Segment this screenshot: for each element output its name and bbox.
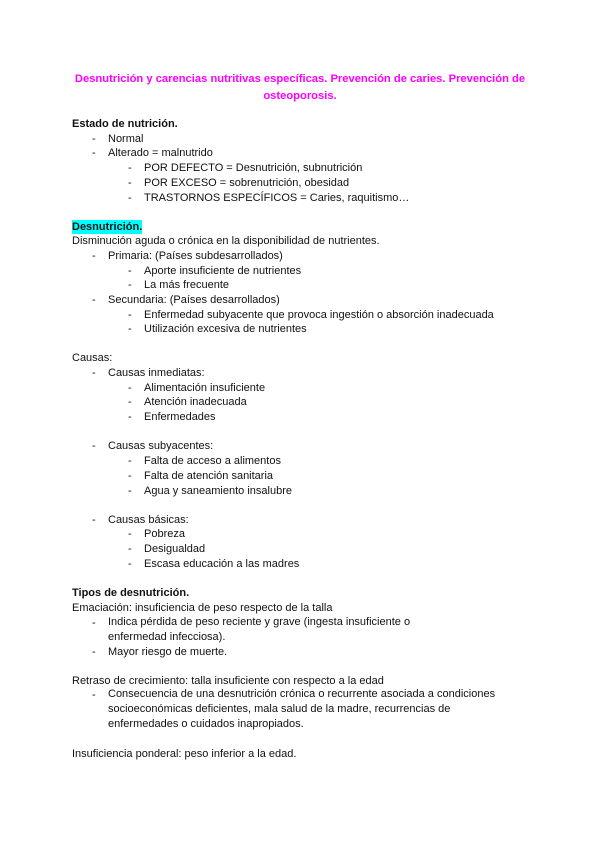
sub-list-item: Agua y saneamiento insalubre — [144, 485, 292, 497]
retraso-text: Retraso de crecimiento: talla insuficiente con respecto a la edad — [72, 675, 384, 687]
sub-list-item: La más frecuente — [144, 279, 229, 291]
bullet-dash: - — [92, 514, 96, 526]
sub-list-item: POR EXCESO = sobrenutrición, obesidad — [144, 177, 350, 189]
sub-list-item: Desigualdad — [144, 543, 206, 555]
bullet-dash: - — [92, 689, 96, 701]
sub-list-item: Alimentación insuficiente — [144, 382, 266, 394]
list-item: Primaria: (Países subdesarrollados) — [108, 250, 283, 262]
bullet-dash: - — [128, 411, 132, 423]
sub-list-item: Escasa educación a las madres — [144, 558, 300, 570]
bullet-dash: - — [128, 558, 132, 570]
list-item: Mayor riesgo de muerte. — [108, 646, 228, 658]
bullet-dash: - — [128, 323, 132, 335]
bullet-dash: - — [92, 250, 96, 262]
bullet-dash: - — [128, 485, 132, 497]
sub-list-item: POR DEFECTO = Desnutrición, subnutrición — [144, 162, 363, 174]
list-item: Alterado = malnutrido — [108, 147, 213, 159]
list-item: Consecuencia de una desnutrición crónica o recurrente asociada a condiciones socioeconómicas deficientes, mala salud de la madre, recurrencias de enfermedades o cuidados inapropiados. — [108, 688, 496, 730]
list-item: Normal — [108, 133, 144, 145]
list-item: Causas inmediatas: — [108, 367, 205, 379]
bullet-dash: - — [128, 382, 132, 394]
sub-list-item: Falta de atención sanitaria — [144, 470, 274, 482]
sub-list-item: Pobreza — [144, 528, 185, 540]
bullet-dash: - — [128, 543, 132, 555]
document-title: Desnutrición y carencias nutritivas específicas. Prevención de caries. Prevención de osteoporosis. — [74, 73, 526, 102]
bullet-dash: - — [128, 162, 132, 174]
sub-list-item: Atención inadecuada — [144, 396, 247, 408]
bullet-dash: - — [92, 617, 96, 629]
list-item: Causas básicas: — [108, 514, 189, 526]
desnutricion-heading: Desnutrición. — [72, 221, 143, 233]
bullet-dash: - — [92, 147, 96, 159]
causas-heading: Causas: — [72, 352, 113, 364]
list-item: Indica pérdida de peso reciente y grave (ingesta insuficiente o enfermedad infecciosa). — [108, 616, 411, 643]
estado-heading: Estado de nutrición. — [72, 118, 178, 130]
desnutricion-definition: Disminución aguda o crónica en la disponibilidad de nutrientes. — [72, 235, 380, 247]
bullet-dash: - — [128, 265, 132, 277]
sub-list-item: TRASTORNOS ESPECÍFICOS = Caries, raquitismo… — [144, 192, 410, 204]
bullet-dash: - — [128, 470, 132, 482]
insuficiencia-text: Insuficiencia ponderal: peso inferior a la edad. — [72, 748, 297, 760]
bullet-dash: - — [128, 396, 132, 408]
bullet-dash: - — [128, 528, 132, 540]
bullet-dash: - — [128, 177, 132, 189]
bullet-dash: - — [128, 192, 132, 204]
bullet-dash: - — [92, 440, 96, 452]
sub-list-item: Enfermedad subyacente que provoca ingestión o absorción inadecuada — [144, 309, 494, 321]
sub-list-item: Falta de acceso a alimentos — [144, 455, 281, 467]
list-item: Causas subyacentes: — [108, 440, 214, 452]
list-item: Secundaria: (Países desarrollados) — [108, 294, 280, 306]
bullet-dash: - — [128, 279, 132, 291]
emaciacion-text: Emaciación: insuficiencia de peso respecto de la talla — [72, 602, 333, 614]
sub-list-item: Utilización excesiva de nutrientes — [144, 323, 307, 335]
bullet-dash: - — [92, 133, 96, 145]
bullet-dash: - — [128, 455, 132, 467]
sub-list-item: Enfermedades — [144, 411, 216, 423]
bullet-dash: - — [92, 646, 96, 658]
tipos-heading: Tipos de desnutrición. — [72, 587, 190, 599]
bullet-dash: - — [92, 294, 96, 306]
sub-list-item: Aporte insuficiente de nutrientes — [144, 265, 302, 277]
bullet-dash: - — [128, 309, 132, 321]
bullet-dash: - — [92, 367, 96, 379]
